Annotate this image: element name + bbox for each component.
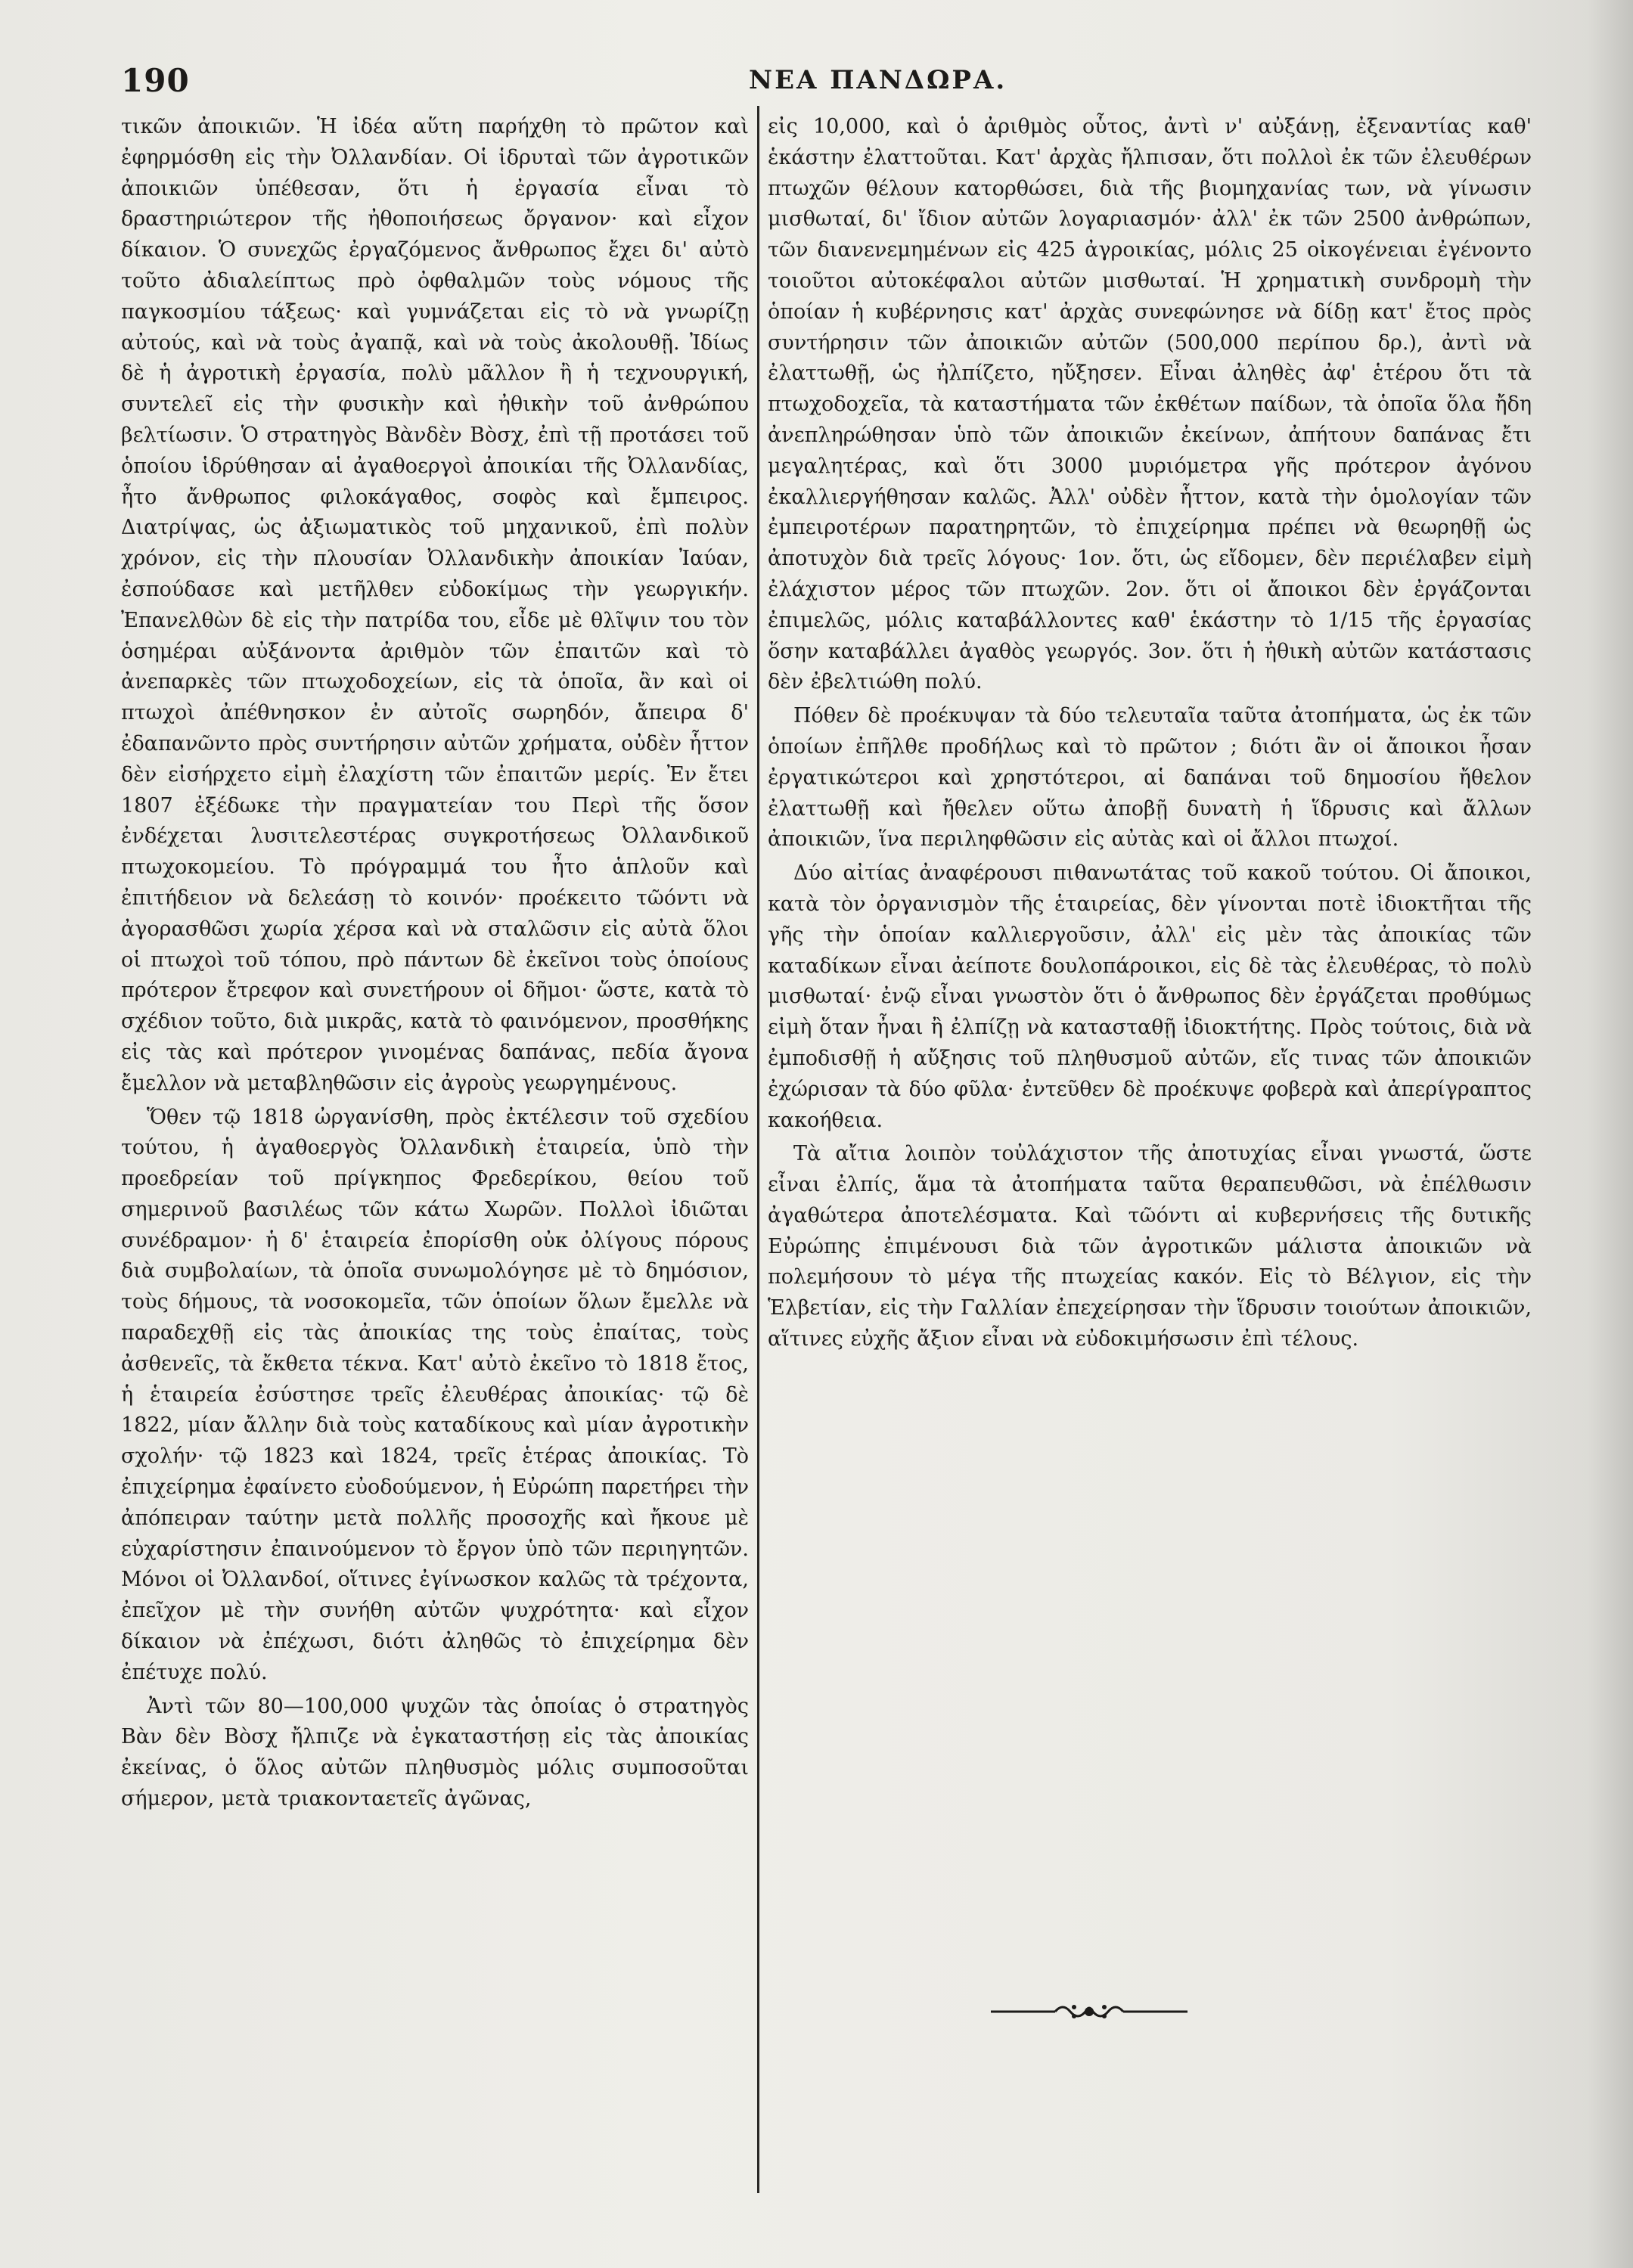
- right-paragraph-1: εἰς 10,000, καὶ ὁ ἀριθμὸς οὗτος, ἀντὶ ν' αὐξάνῃ, ἐξεναντίας καθ' ἑκάστην ἐλαττοῦται. Κατ' ἀρχὰς ἤλπισαν, ὅτι πολλοὶ ἐκ τῶν ἐλευθέρων πτωχῶν θέλουν κατορθώσει, διὰ τῆς βιομηχανίας των, νὰ γίνωσιν μισθωταί, δι' ἴδιον αὐτῶν λογαριασμόν· ἀλλ' ἐκ τῶν 2500 ἀνθρώπων, τῶν διανενεμημένων εἰς 425 ἀγροικίας, μόλις 25 οἰκογένειαι ἐγένοντο τοιοῦτοι αὐτοκέφαλοι αὐτῶν μισθωταί. Ἡ χρηματικὴ συνδρομὴ τὴν ὁποίαν ἡ κυβέρνησις κατ' ἀρχὰς συνεφώνησε νὰ δίδῃ κατ' ἔτος πρὸς συντήρησιν τῶν ἀποικιῶν αὐτῶν (500,000 περίπου δρ.), ἀντὶ νὰ ἐλαττωθῇ, ὡς ἠλπίζετο, ηὔξησεν. Εἶναι ἀληθὲς ἀφ' ἑτέρου ὅτι τὰ πτωχοδοχεῖα, τὰ καταστήματα τῶν ἐκθέτων παίδων, τὰ ὁποῖα ὅλα ἤδη ἀνεπληρώθησαν ὑπὸ τῶν ἀποικιῶν ἐκείνων, ἀπήτουν δαπάνας ἔτι μεγαλητέρας, καὶ ὅτι 3000 μυριόμετρα γῆς πρότερον ἀγόνου ἐκαλλιεργήθησαν καλῶς. Ἀλλ' οὐδὲν ἧττον, κατὰ τὴν ὁμολογίαν τῶν ἐμπειροτέρων παρατηρητῶν, τὸ ἐπιχείρημα πρέπει νὰ θεωρηθῇ ὡς ἀποτυχὸν διὰ τρεῖς λόγους· 1ον. ὅτι, ὡς εἴδομεν, δὲν περιέλαβεν εἰμὴ ἐλάχιστον μέρος τῶν πτωχῶν. 2ον. ὅτι οἱ ἄποικοι δὲν ἐργάζονται ἐπιμελῶς, μόλις καταβάλλοντες καθ' ἑκάστην τὸ 1/15 τῆς ἐργασίας ὅσην καταβάλλει ἀγαθὸς γεωργός. 3ον. ὅτι ἡ ἠθικὴ αὐτῶν κατάστασις δὲν ἐβελτιώθη πολύ.: [768, 115, 1532, 694]
- page-number: 190: [121, 62, 190, 99]
- decorative-rule: [983, 1997, 1195, 2027]
- spine-shadow: [1588, 0, 1633, 2268]
- running-title: ΝΕΑ ΠΑΝΔΩΡΑ.: [749, 65, 1007, 95]
- right-column: [768, 112, 1532, 1355]
- column-divider: [757, 106, 759, 2193]
- page-header: [121, 62, 1573, 107]
- left-paragraph-2: Ὅθεν τῷ 1818 ὠργανίσθη, πρὸς ἐκτέλεσιν τοῦ σχεδίου τούτου, ἡ ἀγαθοεργὸς Ὀλλανδικὴ ἑταιρεία, ὑπὸ τὴν προεδρείαν τοῦ πρίγκηπος Φρεδερίκου, θείου τοῦ σημερινοῦ βασιλέως τῶν κάτω Χωρῶν. Πολλοὶ ἰδιῶται συνέδραμον· ἡ δ' ἑταιρεία ἐπορίσθη οὐκ ὀλίγους πόρους διὰ συμβολαίων, τὰ ὁποῖα συνωμολόγησε μὲ τὸ δημόσιον, τοὺς δήμους, τὰ νοσοκομεῖα, τῶν ὁποίων ὅλων ἔμελλε νὰ παραδεχθῇ εἰς τὰς ἀποικίας της τοὺς ἐπαίτας, τοὺς ἀσθενεῖς, τὰ ἔκθετα τέκνα. Κατ' αὐτὸ ἐκεῖνο τὸ 1818 ἔτος, ἡ ἑταιρεία ἐσύστησε τρεῖς ἐλευθέρας ἀποικίας· τῷ δὲ 1822, μίαν ἄλλην διὰ τοὺς καταδίκους καὶ μίαν ἀγροτικὴν σχολήν· τῷ 1823 καὶ 1824, τρεῖς ἑτέρας ἀποικίας. Τὸ ἐπιχείρημα ἐφαίνετο εὐοδούμενον, ἡ Εὐρώπη παρετήρει τὴν ἀπόπειραν ταύτην μετὰ πολλῆς προσοχῆς καὶ ἤκουε μὲ εὐχαρίστησιν ἐπαινούμενον τὸ ἔργον ὑπὸ τῶν περιηγητῶν. Μόνοι οἱ Ὀλλανδοί, οἵτινες ἐγίνωσκον καλῶς τὰ τρέχοντα, ἐπεῖχον μὲ τὴν συνήθη αὐτῶν ψυχρότητα· καὶ εἶχον δίκαιον νὰ ἐπέχωσι, διότι ἀληθῶς τὸ ἐπιχείρημα δὲν ἐπέτυχε πολύ.: [121, 1105, 749, 1684]
- right-paragraph-4: Τὰ αἴτια λοιπὸν τοὐλάχιστον τῆς ἀποτυχίας εἶναι γνωστά, ὥστε εἶναι ἐλπίς, ἅμα τὰ ἀτοπήματα ταῦτα θεραπευθῶσι, νὰ ἐπέλθωσιν ἀγαθώτερα ἀποτελέσματα. Καὶ τῶόντι αἱ κυβερνήσεις τῆς δυτικῆς Εὐρώπης ἐπιμένουσι διὰ τῶν ἀγροτικῶν μάλιστα ἀποικιῶν νὰ πολεμήσουν τὸ μέγα τῆς πτωχείας κακόν. Εἰς τὸ Βέλγιον, εἰς τὴν Ἑλβετίαν, εἰς τὴν Γαλλίαν ἐπεχείρησαν τὴν ἵδρυσιν τοιούτων ἀποικιῶν, αἵτινες εὐχῆς ἄξιον εἶναι νὰ εὐδοκιμήσωσιν ἐπὶ τέλους.: [768, 1142, 1532, 1351]
- left-paragraph-1: τικῶν ἀποικιῶν. Ἡ ἰδέα αὕτη παρήχθη τὸ πρῶτον καὶ ἐφηρμόσθη εἰς τὴν Ὀλλανδίαν. Οἱ ἱδρυταὶ τῶν ἀγροτικῶν ἀποικιῶν ὑπέθεσαν, ὅτι ἡ ἐργασία εἶναι τὸ δραστηριώτερον τῆς ἠθοποιήσεως ὄργανον· καὶ εἶχον δίκαιον. Ὁ συνεχῶς ἐργαζόμενος ἄνθρωπος ἔχει δι' αὐτὸ τοῦτο ἀδιαλείπτως πρὸ ὀφθαλμῶν τοὺς νόμους τῆς παγκοσμίου τάξεως· καὶ γυμνάζεται εἰς τὸ νὰ γνωρίζῃ αὐτούς, καὶ νὰ τοὺς ἀγαπᾷ, καὶ νὰ τοὺς ἀκολουθῇ. Ἰδίως δὲ ἡ ἀγροτικὴ ἐργασία, πολὺ μᾶλλον ἢ ἡ τεχνουργική, συντελεῖ εἰς τὴν φυσικὴν καὶ ἠθικὴν τοῦ ἀνθρώπου βελτίωσιν. Ὁ στρατηγὸς Βὰνδὲν Βὸσχ, ἐπὶ τῇ προτάσει τοῦ ὁποίου ἱδρύθησαν αἱ ἀγαθοεργοὶ ἀποικίαι τῆς Ὀλλανδίας, ἦτο ἄνθρωπος φιλοκάγαθος, σοφὸς καὶ ἔμπειρος. Διατρίψας, ὡς ἀξιωματικὸς τοῦ μηχανικοῦ, ἐπὶ πολὺν χρόνον, εἰς τὴν πλουσίαν Ὀλλανδικὴν ἀποικίαν Ἰαύαν, ἐσπούδασε καὶ μετῆλθεν εὐδοκίμως τὴν γεωργικήν. Ἐπανελθὼν δὲ εἰς τὴν πατρίδα του, εἶδε μὲ θλῖψιν του τὸν ὁσημέραι αὐξάνοντα ἀριθμὸν τῶν ἐπαιτῶν καὶ τὸ ἀνεπαρκὲς τῶν πτωχοδοχείων, εἰς τὰ ὁποῖα, ἂν καὶ οἱ πτωχοὶ ἀπέθνησκον ἐν αὐτοῖς σωρηδόν, ἄπειρα δ' ἐδαπανῶντο πρὸς συντήρησιν αὐτῶν χρήματα, οὐδὲν ἧττον δὲν εἰσήρχετο εἰμὴ ἐλαχίστη τῶν ἐπαιτῶν μερίς. Ἐν ἔτει 1807 ἐξέδωκε τὴν πραγματείαν του Περὶ τῆς ὅσον ἐνδέχεται λυσιτελεστέρας συγκροτήσεως Ὀλλανδικοῦ πτωχοκομείου. Τὸ πρόγραμμά του ἦτο ἁπλοῦν καὶ ἐπιτήδειον νὰ δελεάσῃ τὸ κοινόν· προέκειτο τῶόντι νὰ ἀγορασθῶσι χωρία χέρσα καὶ νὰ σταλῶσιν εἰς αὐτὰ ὅλοι οἱ πτωχοὶ τοῦ τόπου, πρὸ πάντων δὲ ἐκεῖνοι τοὺς ὁποίους πρότερον ἔτρεφον καὶ συνετήρουν οἱ δῆμοι· ὥστε, κατὰ τὸ σχέδιον τοῦτο, διὰ μικρᾶς, κατὰ τὸ φαινόμενον, προσθήκης εἰς τὰς καὶ πρότερον γινομένας δαπάνας, πεδία ἄγονα ἔμελλον νὰ μεταβληθῶσιν εἰς ἀγροὺς γεωργημένους.: [121, 115, 749, 1095]
- right-paragraph-2: Πόθεν δὲ προέκυψαν τὰ δύο τελευταῖα ταῦτα ἀτοπήματα, ὡς ἐκ τῶν ὁποίων ἐπῆλθε προδήλως καὶ τὸ πρῶτον ; διότι ἂν οἱ ἄποικοι ἦσαν ἐργατικώτεροι καὶ χρηστότεροι, αἱ δαπάναι τοῦ δημοσίου ἤθελον ἐλαττωθῇ καὶ ἤθελεν οὕτω ἀποβῇ δυνατὴ ἡ ἵδρυσις καὶ ἄλλων ἀποικιῶν, ἵνα περιληφθῶσιν εἰς αὐτὰς καὶ οἱ ἄλλοι πτωχοί.: [768, 704, 1532, 852]
- left-paragraph-3: Ἀντὶ τῶν 80—100,000 ψυχῶν τὰς ὁποίας ὁ στρατηγὸς Βὰν δὲν Βὸσχ ἤλπιζε νὰ ἐγκαταστήσῃ εἰς τὰς ἀποικίας ἐκείνας, ὁ ὅλος αὐτῶν πληθυσμὸς μόλις συμποσοῦται σήμερον, μετὰ τριακονταετεῖς ἀγῶνας,: [121, 1694, 749, 1811]
- left-column: [121, 112, 749, 1815]
- right-paragraph-3: Δύο αἰτίας ἀναφέρουσι πιθανωτάτας τοῦ κακοῦ τούτου. Οἱ ἄποικοι, κατὰ τὸν ὀργανισμὸν τῆς ἑταιρείας, δὲν γίνονται ποτὲ ἰδιοκτῆται τῆς γῆς τὴν ὁποίαν καλλιεργοῦσιν, ἀλλ' εἰς μὲν τὰς ἀποικίας τῶν καταδίκων εἶναι ἀείποτε δουλοπάροικοι, εἰς δὲ τὰς ἐλευθέρας, τὸ πολὺ μισθωταί· ἐνῷ εἶναι γνωστὸν ὅτι ὁ ἄνθρωπος δὲν ἐργάζεται προθύμως εἰμὴ ὅταν ἦναι ἢ ἐλπίζῃ νὰ κατασταθῇ ἰδιοκτήτης. Πρὸς τούτοις, διὰ νὰ ἐμποδισθῇ ἡ αὔξησις τοῦ πληθυσμοῦ αὐτῶν, εἴς τινας τῶν ἀποικιῶν ἐχώρισαν τὰ δύο φῦλα· ἐντεῦθεν δὲ προέκυψε φοβερὰ καὶ ἀπερίγραπτος κακοήθεια.: [768, 861, 1532, 1132]
